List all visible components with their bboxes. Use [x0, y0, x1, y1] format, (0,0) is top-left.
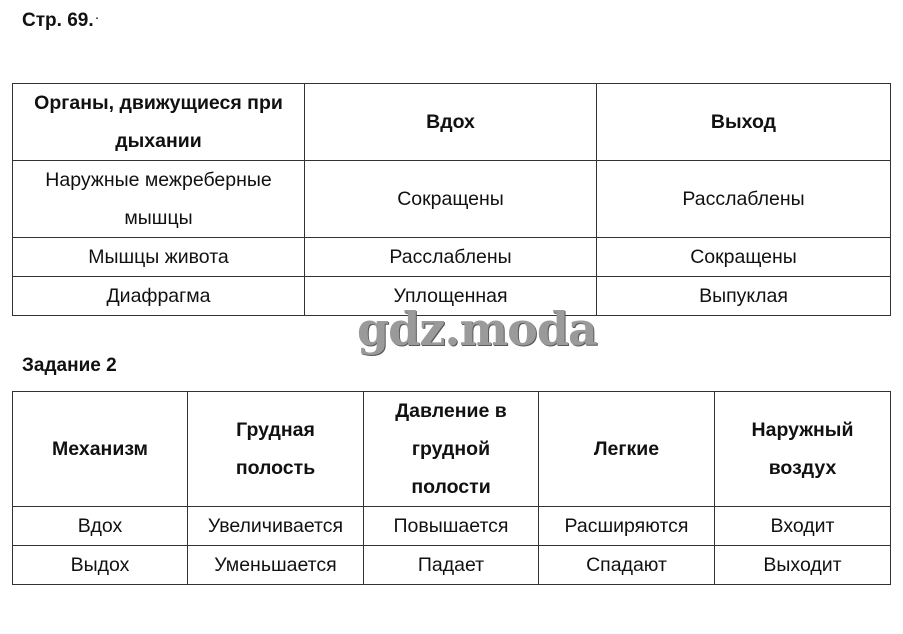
task-title: Задание 2	[22, 355, 117, 376]
header-organs: Органы, движущиеся при дыхании	[13, 84, 305, 161]
header-chest-cavity: Грудная полость	[188, 392, 364, 507]
header-chest-pressure: Давление в грудной полости	[364, 392, 539, 507]
page-number-text: Стр. 69.	[22, 10, 94, 31]
header-inhale: Вдох	[305, 84, 597, 161]
watermark-logo: gdz.moda	[357, 302, 597, 356]
table-row	[13, 238, 891, 277]
header-dot: .	[95, 10, 99, 22]
table-row	[13, 161, 891, 238]
table-header-row	[13, 84, 891, 161]
cell-organ: Диафрагма	[13, 277, 305, 316]
cell-lungs: Расширяются	[539, 507, 715, 546]
cell-outside-air: Выходит	[715, 546, 891, 585]
cell-organ: Мышцы живота	[13, 238, 305, 277]
header-exhale: Выход	[597, 84, 891, 161]
cell-outside-air: Входит	[715, 507, 891, 546]
header-outside-air: Наружный воздух	[715, 392, 891, 507]
cell-mechanism: Вдох	[13, 507, 188, 546]
breathing-organs-table	[12, 83, 891, 316]
table-header-row	[13, 392, 891, 507]
header-mechanism: Механизм	[13, 392, 188, 507]
cell-chest-pressure: Повышается	[364, 507, 539, 546]
cell-lungs: Спадают	[539, 546, 715, 585]
cell-chest-cavity: Увеличивается	[188, 507, 364, 546]
page-number-header	[22, 10, 98, 32]
cell-organ: Наружные межреберные мышцы	[13, 161, 305, 238]
header-lungs: Легкие	[539, 392, 715, 507]
cell-inhale: Уплощенная	[305, 277, 597, 316]
cell-exhale: Расслаблены	[597, 161, 891, 238]
cell-mechanism: Выдох	[13, 546, 188, 585]
breathing-mechanism-table	[12, 391, 891, 585]
cell-chest-pressure: Падает	[364, 546, 539, 585]
cell-inhale: Расслаблены	[305, 238, 597, 277]
table-row	[13, 507, 891, 546]
cell-chest-cavity: Уменьшается	[188, 546, 364, 585]
cell-exhale: Выпуклая	[597, 277, 891, 316]
table-row	[13, 546, 891, 585]
cell-inhale: Сокращены	[305, 161, 597, 238]
cell-exhale: Сокращены	[597, 238, 891, 277]
